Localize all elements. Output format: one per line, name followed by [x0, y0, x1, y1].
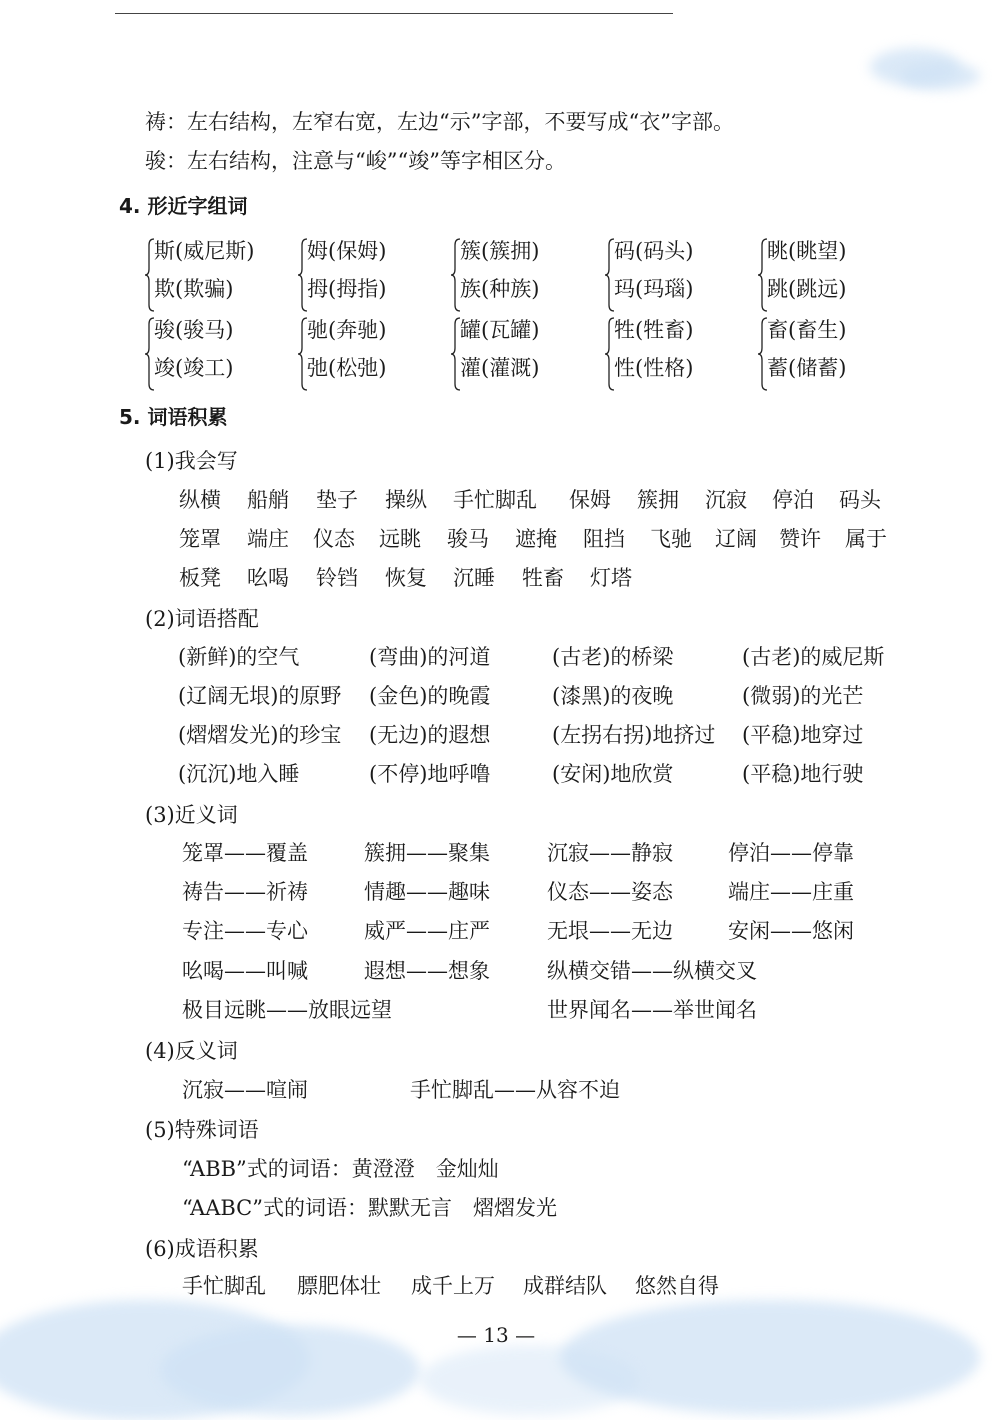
note-line: 骏：左右结构，注意与“峻”“竣”等字相区分。	[145, 149, 566, 173]
top-rule	[115, 13, 673, 14]
group-word: 蓄(储蓄)	[767, 356, 847, 380]
word-item: 保姆	[569, 488, 611, 512]
word-item: 簇拥	[637, 488, 679, 512]
subsection-title: (6)成语积累	[145, 1237, 259, 1261]
synonym-pair: 簇拥——聚集	[364, 841, 490, 865]
synonym-pair: 无垠——无边	[547, 919, 673, 943]
collocation-item: (新鲜)的空气	[178, 645, 300, 669]
synonym-pair: 安闲——悠闲	[728, 919, 854, 943]
group-word: 斯(威尼斯)	[154, 239, 255, 263]
group-word: 欺(欺骗)	[154, 277, 234, 301]
collocation-item: (安闲)地欣赏	[552, 762, 674, 786]
section-heading: 4. 形近字组词	[119, 194, 248, 218]
similar-char-group	[605, 316, 735, 394]
synonym-pair: 纵横交错——纵横交叉	[547, 959, 757, 983]
similar-char-group	[145, 237, 275, 315]
word-item: 吆喝	[247, 566, 289, 590]
word-item: 辽阔	[715, 527, 757, 551]
idiom-item: 手忙脚乱	[182, 1274, 266, 1298]
synonym-pair: 威严——庄严	[364, 919, 490, 943]
word-item: 停泊	[772, 488, 814, 512]
synonym-pair: 沉寂——静寂	[547, 841, 673, 865]
word-item: 遮掩	[515, 527, 557, 551]
group-word: 驰(奔驰)	[307, 318, 387, 342]
collocation-item: (辽阔无垠)的原野	[178, 684, 342, 708]
word-item: 沉睡	[453, 566, 495, 590]
special-words-line: “AABC”式的词语：默默无言 熠熠发光	[182, 1196, 557, 1220]
group-word: 玛(玛瑙)	[614, 277, 694, 301]
group-word: 族(种族)	[460, 277, 540, 301]
word-item: 铃铛	[316, 566, 358, 590]
group-word: 灌(灌溉)	[460, 356, 540, 380]
special-words-line: “ABB”式的词语：黄澄澄 金灿灿	[182, 1157, 499, 1181]
word-item: 板凳	[179, 566, 221, 590]
collocation-item: (左拐右拐)地挤过	[552, 723, 716, 747]
word-item: 牲畜	[522, 566, 564, 590]
similar-char-group	[298, 237, 428, 315]
synonym-pair: 吆喝——叫喊	[182, 959, 308, 983]
note-line: 祷：左右结构，左窄右宽，左边“示”字部，不要写成“衣”字部。	[145, 110, 734, 134]
group-word: 码(码头)	[614, 239, 694, 263]
subsection-title: (2)词语搭配	[145, 607, 259, 631]
subsection-title: (1)我会写	[145, 449, 238, 473]
similar-char-group	[451, 316, 581, 394]
word-item: 船艄	[247, 488, 289, 512]
group-word: 性(性格)	[614, 356, 694, 380]
word-item: 纵横	[179, 488, 221, 512]
word-item: 阻挡	[583, 527, 625, 551]
group-word: 骏(骏马)	[154, 318, 234, 342]
synonym-pair: 遐想——想象	[364, 959, 490, 983]
similar-char-group	[145, 316, 275, 394]
subsection-title: (4)反义词	[145, 1039, 238, 1063]
group-word: 眺(眺望)	[767, 239, 847, 263]
word-item: 端庄	[247, 527, 289, 551]
word-item: 灯塔	[590, 566, 632, 590]
collocation-item: (平稳)地穿过	[742, 723, 864, 747]
subsection-title: (3)近义词	[145, 803, 238, 827]
word-item: 赞许	[779, 527, 821, 551]
group-word: 牲(牲畜)	[614, 318, 694, 342]
group-word: 弛(松弛)	[307, 356, 387, 380]
synonym-pair: 祷告——祈祷	[182, 880, 308, 904]
idiom-item: 成群结队	[523, 1274, 607, 1298]
word-item: 仪态	[313, 527, 355, 551]
word-item: 笼罩	[179, 527, 221, 551]
idiom-item: 悠然自得	[635, 1274, 719, 1298]
group-word: 竣(竣工)	[154, 356, 234, 380]
page-number: — 13 —	[456, 1323, 536, 1347]
idiom-item: 膘肥体壮	[297, 1274, 381, 1298]
synonym-pair: 仪态——姿态	[547, 880, 673, 904]
synonym-pair: 专注——专心	[182, 919, 308, 943]
collocation-item: (古老)的威尼斯	[742, 645, 885, 669]
synonym-pair: 笼罩——覆盖	[182, 841, 308, 865]
similar-char-group	[605, 237, 735, 315]
subsection-title: (5)特殊词语	[145, 1118, 259, 1142]
collocation-item: (无边)的遐想	[369, 723, 491, 747]
antonym-pair: 沉寂——喧闹	[182, 1078, 308, 1102]
collocation-item: (古老)的桥梁	[552, 645, 674, 669]
group-word: 罐(瓦罐)	[460, 318, 540, 342]
word-item: 骏马	[447, 527, 489, 551]
collocation-item: (熠熠发光)的珍宝	[178, 723, 342, 747]
collocation-item: (金色)的晚霞	[369, 684, 491, 708]
similar-char-group	[298, 316, 428, 394]
synonym-pair: 端庄——庄重	[728, 880, 854, 904]
section-heading: 5. 词语积累	[119, 405, 228, 429]
collocation-item: (不停)地呼噜	[369, 762, 491, 786]
word-item: 属于	[845, 527, 887, 551]
synonym-pair: 世界闻名——举世闻名	[547, 998, 757, 1022]
cloud-decoration	[900, 62, 980, 90]
antonym-pair: 手忙脚乱——从容不迫	[410, 1078, 620, 1102]
word-item: 码头	[839, 488, 881, 512]
similar-char-group	[451, 237, 581, 315]
synonym-pair: 极目远眺——放眼远望	[182, 998, 392, 1022]
group-word: 拇(拇指)	[307, 277, 387, 301]
collocation-item: (平稳)地行驶	[742, 762, 864, 786]
similar-char-group	[758, 237, 888, 315]
synonym-pair: 情趣——趣味	[364, 880, 490, 904]
word-item: 飞驰	[650, 527, 692, 551]
word-item: 远眺	[379, 527, 421, 551]
group-word: 姆(保姆)	[307, 239, 387, 263]
collocation-item: (微弱)的光芒	[742, 684, 864, 708]
group-word: 畜(畜生)	[767, 318, 847, 342]
idiom-item: 成千上万	[411, 1274, 495, 1298]
word-item: 垫子	[316, 488, 358, 512]
collocation-item: (沉沉)地入睡	[178, 762, 300, 786]
cloud-decoration	[420, 1345, 640, 1415]
word-item: 沉寂	[705, 488, 747, 512]
word-item: 恢复	[385, 566, 427, 590]
synonym-pair: 停泊——停靠	[728, 841, 854, 865]
word-item: 操纵	[385, 488, 427, 512]
group-word: 簇(簇拥)	[460, 239, 540, 263]
similar-char-group	[758, 316, 888, 394]
collocation-item: (弯曲)的河道	[369, 645, 491, 669]
group-word: 跳(跳远)	[767, 277, 847, 301]
word-item: 手忙脚乱	[453, 488, 537, 512]
collocation-item: (漆黑)的夜晚	[552, 684, 674, 708]
